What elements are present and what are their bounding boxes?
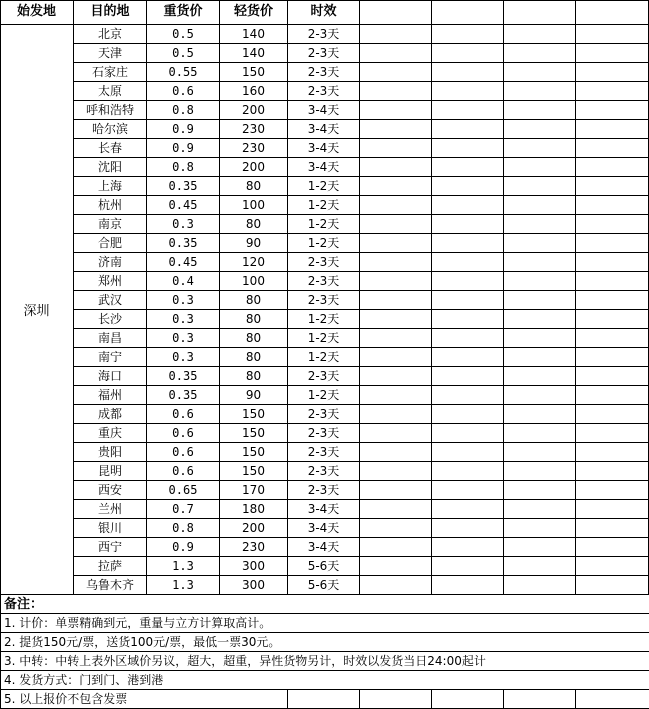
row-destination: 南昌	[74, 329, 147, 348]
row-light-price: 230	[220, 120, 288, 139]
row-light-price: 170	[220, 481, 288, 500]
row-destination: 长沙	[74, 310, 147, 329]
row-transit-time: 2-3天	[288, 443, 360, 462]
row-empty-cell	[360, 462, 432, 481]
row-heavy-price: 1.3	[147, 557, 220, 576]
row-empty-cell	[576, 120, 649, 139]
row-empty-cell	[576, 158, 649, 177]
row-empty-cell	[504, 348, 576, 367]
row-heavy-price: 0.3	[147, 215, 220, 234]
row-light-price: 230	[220, 538, 288, 557]
row-empty-cell	[432, 538, 504, 557]
row-heavy-price: 0.6	[147, 82, 220, 101]
row-transit-time: 1-2天	[288, 329, 360, 348]
row-destination: 昆明	[74, 462, 147, 481]
row-light-price: 200	[220, 101, 288, 120]
row-empty-cell	[504, 576, 576, 595]
row-empty-cell	[432, 500, 504, 519]
row-heavy-price: 0.7	[147, 500, 220, 519]
grid-divider	[503, 690, 504, 709]
row-empty-cell	[432, 25, 504, 44]
row-light-price: 100	[220, 196, 288, 215]
row-empty-cell	[360, 405, 432, 424]
row-heavy-price: 0.55	[147, 63, 220, 82]
row-transit-time: 1-2天	[288, 310, 360, 329]
remarks-title: 备注：	[0, 595, 649, 614]
row-empty-cell	[576, 63, 649, 82]
row-destination: 南宁	[74, 348, 147, 367]
header-transit-time: 时效	[288, 0, 360, 25]
row-heavy-price: 0.6	[147, 405, 220, 424]
row-destination: 太原	[74, 82, 147, 101]
row-transit-time: 2-3天	[288, 82, 360, 101]
row-transit-time: 2-3天	[288, 367, 360, 386]
row-empty-cell	[360, 481, 432, 500]
row-heavy-price: 1.3	[147, 576, 220, 595]
row-empty-cell	[432, 120, 504, 139]
row-light-price: 150	[220, 63, 288, 82]
row-empty-cell	[360, 101, 432, 120]
row-empty-cell	[504, 519, 576, 538]
row-empty-cell	[432, 443, 504, 462]
row-empty-cell	[504, 158, 576, 177]
row-heavy-price: 0.8	[147, 519, 220, 538]
row-light-price: 80	[220, 367, 288, 386]
row-empty-cell	[576, 519, 649, 538]
row-heavy-price: 0.8	[147, 101, 220, 120]
row-empty-cell	[504, 481, 576, 500]
row-light-price: 80	[220, 291, 288, 310]
row-empty-cell	[504, 253, 576, 272]
row-empty-cell	[432, 481, 504, 500]
row-destination: 乌鲁木齐	[74, 576, 147, 595]
row-light-price: 80	[220, 348, 288, 367]
row-empty-cell	[504, 272, 576, 291]
row-empty-cell	[576, 177, 649, 196]
row-empty-cell	[504, 234, 576, 253]
row-transit-time: 5-6天	[288, 576, 360, 595]
row-empty-cell	[432, 177, 504, 196]
row-empty-cell	[360, 367, 432, 386]
row-empty-cell	[432, 272, 504, 291]
remark-line: 3. 中转：中转上表外区域价另议，超大，超重，异性货物另计，时效以发货当日24:00起计	[0, 652, 649, 671]
row-empty-cell	[360, 234, 432, 253]
row-light-price: 120	[220, 253, 288, 272]
row-destination: 福州	[74, 386, 147, 405]
row-empty-cell	[576, 234, 649, 253]
row-light-price: 160	[220, 82, 288, 101]
row-transit-time: 3-4天	[288, 139, 360, 158]
grid-divider	[287, 690, 288, 709]
row-empty-cell	[576, 329, 649, 348]
row-empty-cell	[576, 139, 649, 158]
origin-cell: 深圳	[0, 25, 74, 595]
row-transit-time: 1-2天	[288, 348, 360, 367]
row-empty-cell	[432, 367, 504, 386]
row-destination: 西宁	[74, 538, 147, 557]
row-empty-cell	[576, 348, 649, 367]
row-empty-cell	[360, 177, 432, 196]
row-empty-cell	[504, 386, 576, 405]
row-empty-cell	[504, 405, 576, 424]
row-heavy-price: 0.65	[147, 481, 220, 500]
row-destination: 重庆	[74, 424, 147, 443]
row-empty-cell	[504, 63, 576, 82]
row-light-price: 300	[220, 557, 288, 576]
row-empty-cell	[432, 329, 504, 348]
row-light-price: 150	[220, 443, 288, 462]
row-transit-time: 2-3天	[288, 405, 360, 424]
row-empty-cell	[504, 82, 576, 101]
row-heavy-price: 0.35	[147, 177, 220, 196]
header-heavy-price: 重货价	[147, 0, 220, 25]
row-heavy-price: 0.6	[147, 443, 220, 462]
row-transit-time: 2-3天	[288, 25, 360, 44]
row-heavy-price: 0.5	[147, 25, 220, 44]
row-heavy-price: 0.3	[147, 310, 220, 329]
row-empty-cell	[504, 557, 576, 576]
row-heavy-price: 0.35	[147, 386, 220, 405]
row-empty-cell	[504, 25, 576, 44]
row-empty-cell	[504, 310, 576, 329]
row-light-price: 200	[220, 158, 288, 177]
row-light-price: 100	[220, 272, 288, 291]
row-empty-cell	[360, 25, 432, 44]
row-heavy-price: 0.35	[147, 234, 220, 253]
row-transit-time: 3-4天	[288, 120, 360, 139]
row-empty-cell	[576, 557, 649, 576]
row-empty-cell	[360, 424, 432, 443]
row-empty-cell	[432, 576, 504, 595]
row-transit-time: 1-2天	[288, 215, 360, 234]
row-empty-cell	[504, 500, 576, 519]
row-light-price: 90	[220, 234, 288, 253]
row-empty-cell	[432, 424, 504, 443]
row-transit-time: 5-6天	[288, 557, 360, 576]
row-destination: 济南	[74, 253, 147, 272]
remark-line: 5. 以上报价不包含发票	[0, 690, 649, 709]
row-heavy-price: 0.6	[147, 424, 220, 443]
row-empty-cell	[432, 101, 504, 120]
row-empty-cell	[576, 310, 649, 329]
header-empty-cell	[504, 0, 576, 25]
row-empty-cell	[360, 310, 432, 329]
row-transit-time: 3-4天	[288, 101, 360, 120]
row-empty-cell	[576, 481, 649, 500]
row-light-price: 140	[220, 44, 288, 63]
row-empty-cell	[576, 272, 649, 291]
row-heavy-price: 0.3	[147, 348, 220, 367]
row-destination: 天津	[74, 44, 147, 63]
row-empty-cell	[576, 424, 649, 443]
row-transit-time: 2-3天	[288, 253, 360, 272]
row-destination: 成都	[74, 405, 147, 424]
row-heavy-price: 0.6	[147, 462, 220, 481]
row-empty-cell	[432, 291, 504, 310]
row-heavy-price: 0.3	[147, 329, 220, 348]
row-empty-cell	[432, 63, 504, 82]
row-destination: 海口	[74, 367, 147, 386]
row-transit-time: 3-4天	[288, 158, 360, 177]
header-origin: 始发地	[0, 0, 74, 25]
row-empty-cell	[360, 500, 432, 519]
row-heavy-price: 0.4	[147, 272, 220, 291]
row-empty-cell	[504, 424, 576, 443]
row-destination: 拉萨	[74, 557, 147, 576]
row-destination: 北京	[74, 25, 147, 44]
row-transit-time: 3-4天	[288, 538, 360, 557]
row-empty-cell	[360, 215, 432, 234]
row-empty-cell	[360, 44, 432, 63]
row-transit-time: 1-2天	[288, 234, 360, 253]
row-empty-cell	[576, 82, 649, 101]
row-light-price: 150	[220, 405, 288, 424]
row-destination: 武汉	[74, 291, 147, 310]
row-empty-cell	[576, 405, 649, 424]
row-destination: 南京	[74, 215, 147, 234]
row-empty-cell	[576, 291, 649, 310]
row-empty-cell	[432, 44, 504, 63]
row-empty-cell	[360, 348, 432, 367]
row-empty-cell	[360, 158, 432, 177]
row-empty-cell	[576, 500, 649, 519]
row-empty-cell	[504, 538, 576, 557]
remark-line: 1. 计价：单票精确到元，重量与立方计算取高计。	[0, 614, 649, 633]
header-light-price: 轻货价	[220, 0, 288, 25]
row-empty-cell	[360, 139, 432, 158]
row-empty-cell	[576, 25, 649, 44]
row-heavy-price: 0.35	[147, 367, 220, 386]
row-empty-cell	[576, 538, 649, 557]
row-destination: 贵阳	[74, 443, 147, 462]
row-empty-cell	[360, 557, 432, 576]
row-empty-cell	[432, 82, 504, 101]
row-destination: 呼和浩特	[74, 101, 147, 120]
row-empty-cell	[432, 196, 504, 215]
row-empty-cell	[576, 101, 649, 120]
row-transit-time: 2-3天	[288, 44, 360, 63]
row-heavy-price: 0.3	[147, 291, 220, 310]
row-empty-cell	[576, 196, 649, 215]
row-transit-time: 1-2天	[288, 177, 360, 196]
row-empty-cell	[504, 215, 576, 234]
row-heavy-price: 0.9	[147, 139, 220, 158]
row-empty-cell	[432, 462, 504, 481]
header-empty-cell	[576, 0, 649, 25]
row-light-price: 140	[220, 25, 288, 44]
row-destination: 兰州	[74, 500, 147, 519]
remark-line: 2. 提货150元/票，送货100元/票，最低一票30元。	[0, 633, 649, 652]
row-empty-cell	[504, 443, 576, 462]
header-empty-cell	[432, 0, 504, 25]
row-light-price: 200	[220, 519, 288, 538]
row-empty-cell	[504, 329, 576, 348]
row-light-price: 150	[220, 424, 288, 443]
row-empty-cell	[504, 367, 576, 386]
row-heavy-price: 0.45	[147, 196, 220, 215]
row-empty-cell	[504, 139, 576, 158]
row-empty-cell	[504, 177, 576, 196]
row-empty-cell	[576, 386, 649, 405]
row-transit-time: 2-3天	[288, 291, 360, 310]
row-light-price: 80	[220, 310, 288, 329]
row-transit-time: 2-3天	[288, 462, 360, 481]
row-transit-time: 1-2天	[288, 196, 360, 215]
row-empty-cell	[360, 253, 432, 272]
row-empty-cell	[432, 405, 504, 424]
row-light-price: 180	[220, 500, 288, 519]
row-transit-time: 2-3天	[288, 424, 360, 443]
row-destination: 上海	[74, 177, 147, 196]
row-empty-cell	[432, 519, 504, 538]
row-empty-cell	[360, 538, 432, 557]
row-empty-cell	[360, 196, 432, 215]
row-empty-cell	[576, 462, 649, 481]
row-empty-cell	[432, 253, 504, 272]
row-empty-cell	[360, 272, 432, 291]
row-heavy-price: 0.9	[147, 538, 220, 557]
row-transit-time: 2-3天	[288, 481, 360, 500]
row-empty-cell	[432, 215, 504, 234]
row-light-price: 90	[220, 386, 288, 405]
row-transit-time: 2-3天	[288, 63, 360, 82]
remark-line: 4. 发货方式：门到门、港到港	[0, 671, 649, 690]
row-empty-cell	[504, 196, 576, 215]
row-destination: 合肥	[74, 234, 147, 253]
row-destination: 银川	[74, 519, 147, 538]
row-empty-cell	[360, 519, 432, 538]
row-empty-cell	[360, 63, 432, 82]
row-empty-cell	[360, 82, 432, 101]
row-empty-cell	[504, 462, 576, 481]
grid-divider	[575, 690, 576, 709]
header-empty-cell	[360, 0, 432, 25]
row-empty-cell	[360, 443, 432, 462]
row-light-price: 300	[220, 576, 288, 595]
row-empty-cell	[504, 120, 576, 139]
row-transit-time: 3-4天	[288, 519, 360, 538]
row-empty-cell	[504, 44, 576, 63]
row-empty-cell	[576, 576, 649, 595]
row-empty-cell	[432, 310, 504, 329]
row-heavy-price: 0.8	[147, 158, 220, 177]
row-heavy-price: 0.45	[147, 253, 220, 272]
row-empty-cell	[432, 139, 504, 158]
row-empty-cell	[432, 386, 504, 405]
row-empty-cell	[504, 291, 576, 310]
row-transit-time: 3-4天	[288, 500, 360, 519]
row-destination: 杭州	[74, 196, 147, 215]
row-empty-cell	[576, 443, 649, 462]
row-empty-cell	[432, 557, 504, 576]
row-empty-cell	[576, 367, 649, 386]
header-destination: 目的地	[74, 0, 147, 25]
row-empty-cell	[432, 158, 504, 177]
grid-divider	[359, 690, 360, 709]
row-heavy-price: 0.9	[147, 120, 220, 139]
row-light-price: 230	[220, 139, 288, 158]
row-destination: 沈阳	[74, 158, 147, 177]
row-light-price: 80	[220, 215, 288, 234]
row-destination: 西安	[74, 481, 147, 500]
row-empty-cell	[576, 253, 649, 272]
row-transit-time: 1-2天	[288, 386, 360, 405]
row-heavy-price: 0.5	[147, 44, 220, 63]
row-empty-cell	[432, 234, 504, 253]
row-destination: 石家庄	[74, 63, 147, 82]
row-destination: 哈尔滨	[74, 120, 147, 139]
row-empty-cell	[360, 576, 432, 595]
row-destination: 长春	[74, 139, 147, 158]
row-empty-cell	[360, 120, 432, 139]
row-transit-time: 2-3天	[288, 272, 360, 291]
grid-divider	[431, 690, 432, 709]
row-light-price: 150	[220, 462, 288, 481]
row-empty-cell	[432, 348, 504, 367]
row-empty-cell	[504, 101, 576, 120]
row-empty-cell	[360, 386, 432, 405]
row-empty-cell	[360, 291, 432, 310]
row-light-price: 80	[220, 177, 288, 196]
row-light-price: 80	[220, 329, 288, 348]
row-empty-cell	[360, 329, 432, 348]
row-empty-cell	[576, 44, 649, 63]
row-empty-cell	[576, 215, 649, 234]
row-destination: 郑州	[74, 272, 147, 291]
